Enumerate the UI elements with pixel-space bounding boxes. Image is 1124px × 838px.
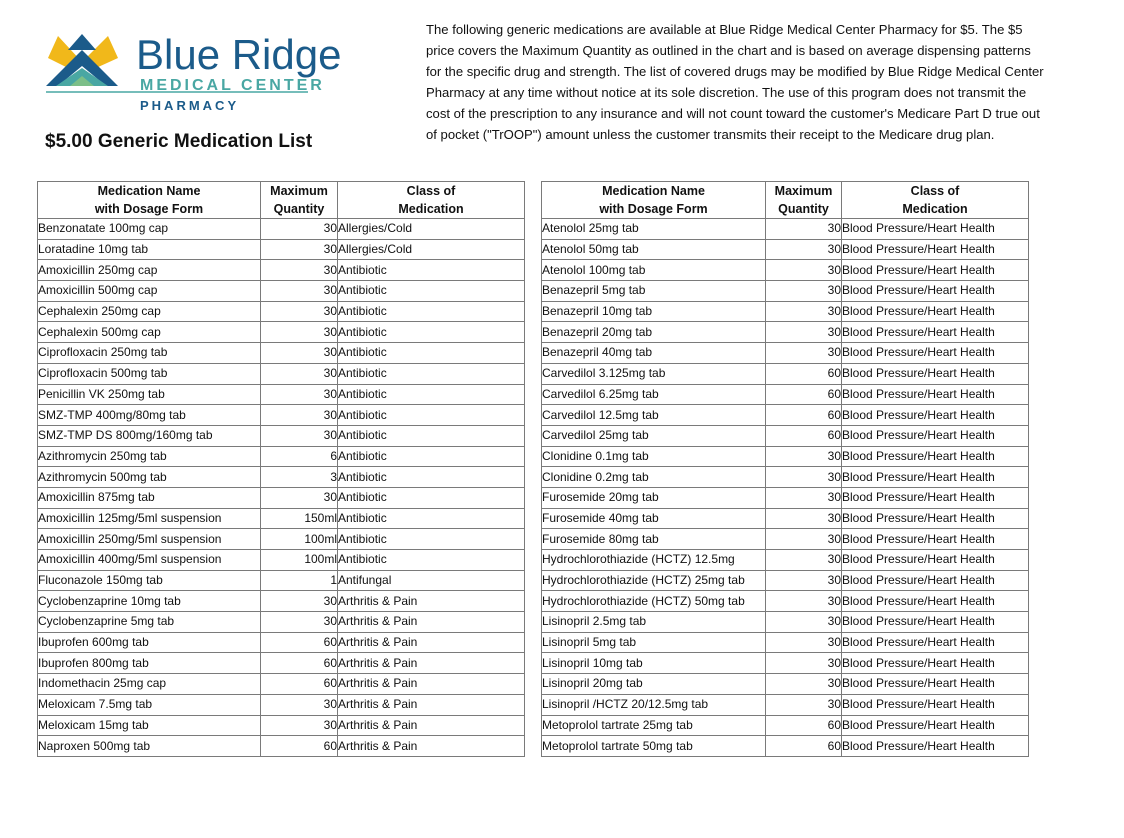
- table-row: [542, 570, 1029, 591]
- table-row: [38, 715, 525, 736]
- medication-class-cell: Blood Pressure/Heart Health: [842, 467, 1029, 488]
- table-row: [38, 694, 525, 715]
- table-row: [542, 301, 1029, 322]
- max-quantity-cell: 30: [261, 322, 338, 343]
- medication-class-cell: Blood Pressure/Heart Health: [842, 529, 1029, 550]
- medication-class-cell: Antibiotic: [338, 487, 525, 508]
- medication-class-cell: Blood Pressure/Heart Health: [842, 653, 1029, 674]
- medication-name-cell: Cyclobenzaprine 10mg tab: [38, 591, 261, 612]
- medication-name-cell: Azithromycin 500mg tab: [38, 467, 261, 488]
- max-quantity-cell: 30: [261, 694, 338, 715]
- max-quantity-cell: 100ml: [261, 550, 338, 571]
- table-row: [38, 405, 525, 426]
- max-quantity-cell: 30: [766, 570, 842, 591]
- header-class: Class of Medication: [842, 182, 1029, 219]
- medication-class-cell: Blood Pressure/Heart Health: [842, 694, 1029, 715]
- brand-name: Blue Ridge: [136, 32, 342, 78]
- table-row: [542, 736, 1029, 757]
- max-quantity-cell: 30: [766, 632, 842, 653]
- medication-name-cell: Lisinopril 2.5mg tab: [542, 612, 766, 633]
- blue-ridge-logo: [44, 32, 364, 114]
- medication-class-cell: Antifungal: [338, 570, 525, 591]
- medication-class-cell: Antibiotic: [338, 467, 525, 488]
- table-row: [38, 508, 525, 529]
- medication-class-cell: Arthritis & Pain: [338, 715, 525, 736]
- medication-name-cell: Benzonatate 100mg cap: [38, 219, 261, 240]
- medication-name-cell: Ibuprofen 800mg tab: [38, 653, 261, 674]
- table-row: [38, 301, 525, 322]
- table-header-row: [38, 182, 525, 219]
- medication-name-cell: Carvedilol 3.125mg tab: [542, 363, 766, 384]
- max-quantity-cell: 30: [766, 508, 842, 529]
- medication-class-cell: Blood Pressure/Heart Health: [842, 612, 1029, 633]
- medication-class-cell: Blood Pressure/Heart Health: [842, 219, 1029, 240]
- medication-class-cell: Blood Pressure/Heart Health: [842, 715, 1029, 736]
- table-row: [542, 343, 1029, 364]
- medication-class-cell: Blood Pressure/Heart Health: [842, 260, 1029, 281]
- medication-class-cell: Antibiotic: [338, 363, 525, 384]
- medication-class-cell: Blood Pressure/Heart Health: [842, 281, 1029, 302]
- medication-name-cell: Loratadine 10mg tab: [38, 239, 261, 260]
- max-quantity-cell: 30: [766, 467, 842, 488]
- medication-class-cell: Arthritis & Pain: [338, 653, 525, 674]
- medication-class-cell: Blood Pressure/Heart Health: [842, 487, 1029, 508]
- medication-name-cell: Amoxicillin 875mg tab: [38, 487, 261, 508]
- max-quantity-cell: 3: [261, 467, 338, 488]
- max-quantity-cell: 30: [261, 239, 338, 260]
- medication-class-cell: Blood Pressure/Heart Health: [842, 384, 1029, 405]
- medication-name-cell: Meloxicam 15mg tab: [38, 715, 261, 736]
- max-quantity-cell: 60: [766, 363, 842, 384]
- medication-name-cell: Furosemide 40mg tab: [542, 508, 766, 529]
- medication-name-cell: Benazepril 20mg tab: [542, 322, 766, 343]
- max-quantity-cell: 60: [766, 425, 842, 446]
- max-quantity-cell: 30: [261, 384, 338, 405]
- table-row: [38, 550, 525, 571]
- max-quantity-cell: 30: [261, 405, 338, 426]
- table-row: [542, 674, 1029, 695]
- max-quantity-cell: 30: [261, 343, 338, 364]
- table-row: [38, 487, 525, 508]
- table-row: [38, 260, 525, 281]
- intro-paragraph: The following generic medications are available at Blue Ridge Medical Center Pharmacy for $5. The $5 price covers the Maximum Quantity as outlined in the chart and is based on average dispensing patterns for the specific drug and strength. The list of covered drugs may be modified by Blue Ridge Medical Center Pharmacy at any time without notice at its sole discretion. The use of this program does not transmit the cost of the prescription to any insurance and will not count toward the customer's Medicare Part D true out of pocket ("TrOOP") amount unless the customer transmits their receipt to the Medicare drug plan.: [426, 22, 1044, 142]
- table-row: [542, 446, 1029, 467]
- header-medication-name: Medication Name with Dosage Form: [542, 182, 766, 219]
- header-medication-name: Medication Name with Dosage Form: [38, 182, 261, 219]
- table-row: [38, 343, 525, 364]
- table-row: [542, 219, 1029, 240]
- medication-name-cell: Hydrochlorothiazide (HCTZ) 12.5mg: [542, 550, 766, 571]
- medication-class-cell: Antibiotic: [338, 322, 525, 343]
- medication-name-cell: Furosemide 20mg tab: [542, 487, 766, 508]
- medication-name-cell: Carvedilol 25mg tab: [542, 425, 766, 446]
- table-row: [38, 591, 525, 612]
- medication-class-cell: Antibiotic: [338, 405, 525, 426]
- medication-name-cell: Lisinopril 10mg tab: [542, 653, 766, 674]
- max-quantity-cell: 60: [261, 674, 338, 695]
- brand-sub1: MEDICAL CENTER: [140, 77, 325, 94]
- table-row: [542, 405, 1029, 426]
- medication-table-left: [37, 181, 525, 757]
- medication-name-cell: Carvedilol 6.25mg tab: [542, 384, 766, 405]
- medication-name-cell: SMZ-TMP 400mg/80mg tab: [38, 405, 261, 426]
- max-quantity-cell: 30: [261, 363, 338, 384]
- medication-class-cell: Antibiotic: [338, 260, 525, 281]
- medication-class-cell: Blood Pressure/Heart Health: [842, 405, 1029, 426]
- medication-name-cell: Naproxen 500mg tab: [38, 736, 261, 757]
- table-row: [542, 260, 1029, 281]
- medication-name-cell: Benazepril 40mg tab: [542, 343, 766, 364]
- max-quantity-cell: 30: [766, 343, 842, 364]
- medication-name-cell: Clonidine 0.2mg tab: [542, 467, 766, 488]
- medication-name-cell: Penicillin VK 250mg tab: [38, 384, 261, 405]
- max-quantity-cell: 30: [766, 446, 842, 467]
- table-row: [542, 694, 1029, 715]
- max-quantity-cell: 30: [261, 715, 338, 736]
- medication-name-cell: Benazepril 5mg tab: [542, 281, 766, 302]
- max-quantity-cell: 60: [766, 736, 842, 757]
- max-quantity-cell: 30: [766, 281, 842, 302]
- table-row: [38, 446, 525, 467]
- table-row: [38, 736, 525, 757]
- medication-class-cell: Antibiotic: [338, 281, 525, 302]
- table-row: [542, 467, 1029, 488]
- max-quantity-cell: 30: [261, 591, 338, 612]
- table-row: [38, 653, 525, 674]
- table-row: [38, 612, 525, 633]
- medication-class-cell: Blood Pressure/Heart Health: [842, 425, 1029, 446]
- max-quantity-cell: 30: [261, 301, 338, 322]
- max-quantity-cell: 60: [261, 736, 338, 757]
- table-row: [38, 239, 525, 260]
- max-quantity-cell: 30: [766, 260, 842, 281]
- max-quantity-cell: 30: [261, 219, 338, 240]
- medication-table-right: [541, 181, 1029, 757]
- table-row: [542, 591, 1029, 612]
- max-quantity-cell: 150ml: [261, 508, 338, 529]
- max-quantity-cell: 30: [766, 653, 842, 674]
- medication-class-cell: Blood Pressure/Heart Health: [842, 591, 1029, 612]
- medication-class-cell: Blood Pressure/Heart Health: [842, 550, 1029, 571]
- medication-class-cell: Blood Pressure/Heart Health: [842, 570, 1029, 591]
- medication-name-cell: Atenolol 50mg tab: [542, 239, 766, 260]
- table-row: [542, 508, 1029, 529]
- medication-name-cell: Cephalexin 250mg cap: [38, 301, 261, 322]
- table-row: [38, 467, 525, 488]
- max-quantity-cell: 30: [766, 694, 842, 715]
- max-quantity-cell: 30: [261, 612, 338, 633]
- max-quantity-cell: 30: [766, 301, 842, 322]
- medication-class-cell: Antibiotic: [338, 384, 525, 405]
- max-quantity-cell: 30: [261, 425, 338, 446]
- medication-class-cell: Blood Pressure/Heart Health: [842, 322, 1029, 343]
- medication-name-cell: Lisinopril 20mg tab: [542, 674, 766, 695]
- medication-name-cell: Lisinopril 5mg tab: [542, 632, 766, 653]
- medication-class-cell: Arthritis & Pain: [338, 736, 525, 757]
- medication-class-cell: Antibiotic: [338, 343, 525, 364]
- medication-name-cell: Atenolol 100mg tab: [542, 260, 766, 281]
- max-quantity-cell: 60: [766, 715, 842, 736]
- medication-class-cell: Arthritis & Pain: [338, 674, 525, 695]
- table-row: [38, 384, 525, 405]
- table-row: [542, 425, 1029, 446]
- medication-name-cell: Azithromycin 250mg tab: [38, 446, 261, 467]
- logo-mark-blue-peak: [68, 34, 96, 50]
- medication-class-cell: Antibiotic: [338, 446, 525, 467]
- medication-name-cell: Hydrochlorothiazide (HCTZ) 50mg tab: [542, 591, 766, 612]
- max-quantity-cell: 30: [261, 260, 338, 281]
- max-quantity-cell: 1: [261, 570, 338, 591]
- medication-name-cell: Metoprolol tartrate 50mg tab: [542, 736, 766, 757]
- max-quantity-cell: 6: [261, 446, 338, 467]
- max-quantity-cell: 30: [766, 219, 842, 240]
- medication-class-cell: Arthritis & Pain: [338, 632, 525, 653]
- table-row: [38, 219, 525, 240]
- medication-class-cell: Allergies/Cold: [338, 239, 525, 260]
- table-row: [38, 425, 525, 446]
- medication-class-cell: Blood Pressure/Heart Health: [842, 446, 1029, 467]
- max-quantity-cell: 30: [766, 239, 842, 260]
- medication-name-cell: Benazepril 10mg tab: [542, 301, 766, 322]
- table-row: [542, 281, 1029, 302]
- max-quantity-cell: 30: [766, 529, 842, 550]
- max-quantity-cell: 100ml: [261, 529, 338, 550]
- table-row: [38, 632, 525, 653]
- medication-class-cell: Arthritis & Pain: [338, 591, 525, 612]
- medication-class-cell: Antibiotic: [338, 425, 525, 446]
- max-quantity-cell: 60: [766, 384, 842, 405]
- medication-name-cell: Indomethacin 25mg cap: [38, 674, 261, 695]
- medication-class-cell: Arthritis & Pain: [338, 694, 525, 715]
- header-class: Class of Medication: [338, 182, 525, 219]
- table-row: [542, 322, 1029, 343]
- max-quantity-cell: 30: [766, 550, 842, 571]
- brand-sub2: PHARMACY: [140, 98, 240, 113]
- table-row: [38, 281, 525, 302]
- medication-name-cell: Clonidine 0.1mg tab: [542, 446, 766, 467]
- medication-name-cell: Ciprofloxacin 500mg tab: [38, 363, 261, 384]
- medication-name-cell: Fluconazole 150mg tab: [38, 570, 261, 591]
- medication-class-cell: Blood Pressure/Heart Health: [842, 239, 1029, 260]
- max-quantity-cell: 30: [766, 674, 842, 695]
- medication-class-cell: Blood Pressure/Heart Health: [842, 632, 1029, 653]
- table-row: [542, 550, 1029, 571]
- medication-name-cell: Amoxicillin 250mg/5ml suspension: [38, 529, 261, 550]
- page-title: $5.00 Generic Medication List: [45, 131, 313, 152]
- medication-class-cell: Arthritis & Pain: [338, 612, 525, 633]
- max-quantity-cell: 30: [261, 281, 338, 302]
- medication-name-cell: Furosemide 80mg tab: [542, 529, 766, 550]
- medication-class-cell: Antibiotic: [338, 550, 525, 571]
- medication-name-cell: Ciprofloxacin 250mg tab: [38, 343, 261, 364]
- table-row: [542, 239, 1029, 260]
- medication-class-cell: Allergies/Cold: [338, 219, 525, 240]
- header-max-quantity: Maximum Quantity: [766, 182, 842, 219]
- medication-class-cell: Antibiotic: [338, 508, 525, 529]
- table-row: [38, 529, 525, 550]
- medication-class-cell: Blood Pressure/Heart Health: [842, 674, 1029, 695]
- max-quantity-cell: 30: [261, 487, 338, 508]
- max-quantity-cell: 60: [261, 653, 338, 674]
- medication-name-cell: Cyclobenzaprine 5mg tab: [38, 612, 261, 633]
- table-row: [542, 384, 1029, 405]
- medication-class-cell: Antibiotic: [338, 529, 525, 550]
- medication-name-cell: Metoprolol tartrate 25mg tab: [542, 715, 766, 736]
- medication-class-cell: Antibiotic: [338, 301, 525, 322]
- table-header-row: [542, 182, 1029, 219]
- max-quantity-cell: 30: [766, 612, 842, 633]
- table-row: [542, 612, 1029, 633]
- table-row: [542, 715, 1029, 736]
- table-row: [38, 674, 525, 695]
- medication-class-cell: Blood Pressure/Heart Health: [842, 736, 1029, 757]
- max-quantity-cell: 30: [766, 487, 842, 508]
- table-row: [38, 363, 525, 384]
- medication-name-cell: Atenolol 25mg tab: [542, 219, 766, 240]
- table-row: [542, 632, 1029, 653]
- medication-name-cell: Carvedilol 12.5mg tab: [542, 405, 766, 426]
- table-row: [542, 363, 1029, 384]
- header-max-quantity: Maximum Quantity: [261, 182, 338, 219]
- medication-class-cell: Blood Pressure/Heart Health: [842, 343, 1029, 364]
- medication-name-cell: Amoxicillin 400mg/5ml suspension: [38, 550, 261, 571]
- medication-class-cell: Blood Pressure/Heart Health: [842, 363, 1029, 384]
- max-quantity-cell: 60: [261, 632, 338, 653]
- table-row: [542, 653, 1029, 674]
- medication-name-cell: SMZ-TMP DS 800mg/160mg tab: [38, 425, 261, 446]
- medication-name-cell: Meloxicam 7.5mg tab: [38, 694, 261, 715]
- medication-name-cell: Ibuprofen 600mg tab: [38, 632, 261, 653]
- table-row: [38, 570, 525, 591]
- medication-name-cell: Amoxicillin 250mg cap: [38, 260, 261, 281]
- medication-name-cell: Lisinopril /HCTZ 20/12.5mg tab: [542, 694, 766, 715]
- medication-name-cell: Hydrochlorothiazide (HCTZ) 25mg tab: [542, 570, 766, 591]
- table-row: [38, 322, 525, 343]
- medication-class-cell: Blood Pressure/Heart Health: [842, 508, 1029, 529]
- max-quantity-cell: 30: [766, 591, 842, 612]
- max-quantity-cell: 30: [766, 322, 842, 343]
- medication-name-cell: Cephalexin 500mg cap: [38, 322, 261, 343]
- table-row: [542, 529, 1029, 550]
- max-quantity-cell: 60: [766, 405, 842, 426]
- medication-name-cell: Amoxicillin 500mg cap: [38, 281, 261, 302]
- medication-name-cell: Amoxicillin 125mg/5ml suspension: [38, 508, 261, 529]
- table-row: [542, 487, 1029, 508]
- medication-class-cell: Blood Pressure/Heart Health: [842, 301, 1029, 322]
